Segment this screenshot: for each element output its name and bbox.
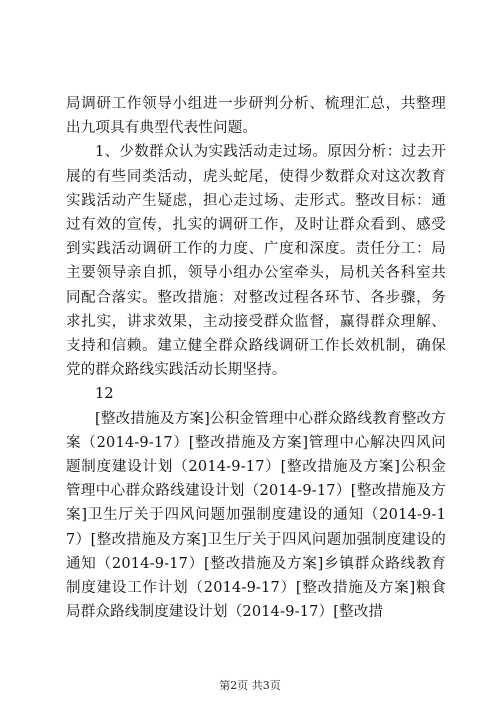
- paragraph-intro: 局调研工作领导小组进一步研判分析、梳理汇总，共整理出九项具有典型代表性问题。: [66, 96, 446, 137]
- paragraph-related-links: [整改措施及方案]公积金管理中心群众路线教育整改方案（2014-9-17）[整改措施及方案]管理中心解决四风问题制度建设计划（2014-9-17）[整改措施及方案]公积金管理中心群众路线建设计划（2014-9-17）[整改措施及方案]卫生厅关于四风问题加强制度建设的通知（2014-9-17）[整改措施及方案]卫生厅关于四风问题加强制度建设的通知（2014-9-17）[整改措施及方案]乡镇群众路线教育制度建设工作计划（2014-9-17）[整改措施及方案]粮食局群众路线制度建设计划（2014-9-17）[整改措: [66, 410, 446, 621]
- paragraph-issue-1: 1、少数群众认为实践活动走过场。原因分析：过去开展的有些同类活动，虎头蛇尾，使得少数群众对这次教育实践活动产生疑虑，担心走过场、走形式。整改目标：通过有效的宣传，扎实的调研工作，及时让群众看到、感受到实践活动调研工作的力度、广度和深度。责任分工：局主要领导亲自抓，领导小组办公室牵头，局机关各科室共同配合落实。整改措施：对整改过程各环节、各步骤，务求扎实，讲求效果，主动接受群众监督，赢得群众理解、支持和信赖。建立健全群众路线调研工作长效机制，确保党的群众路线实践活动长期坚持。: [66, 144, 446, 379]
- page-footer: 第2页 共3页: [219, 679, 281, 692]
- paragraph-number: 12: [95, 386, 114, 403]
- document-body: [66, 92, 446, 624]
